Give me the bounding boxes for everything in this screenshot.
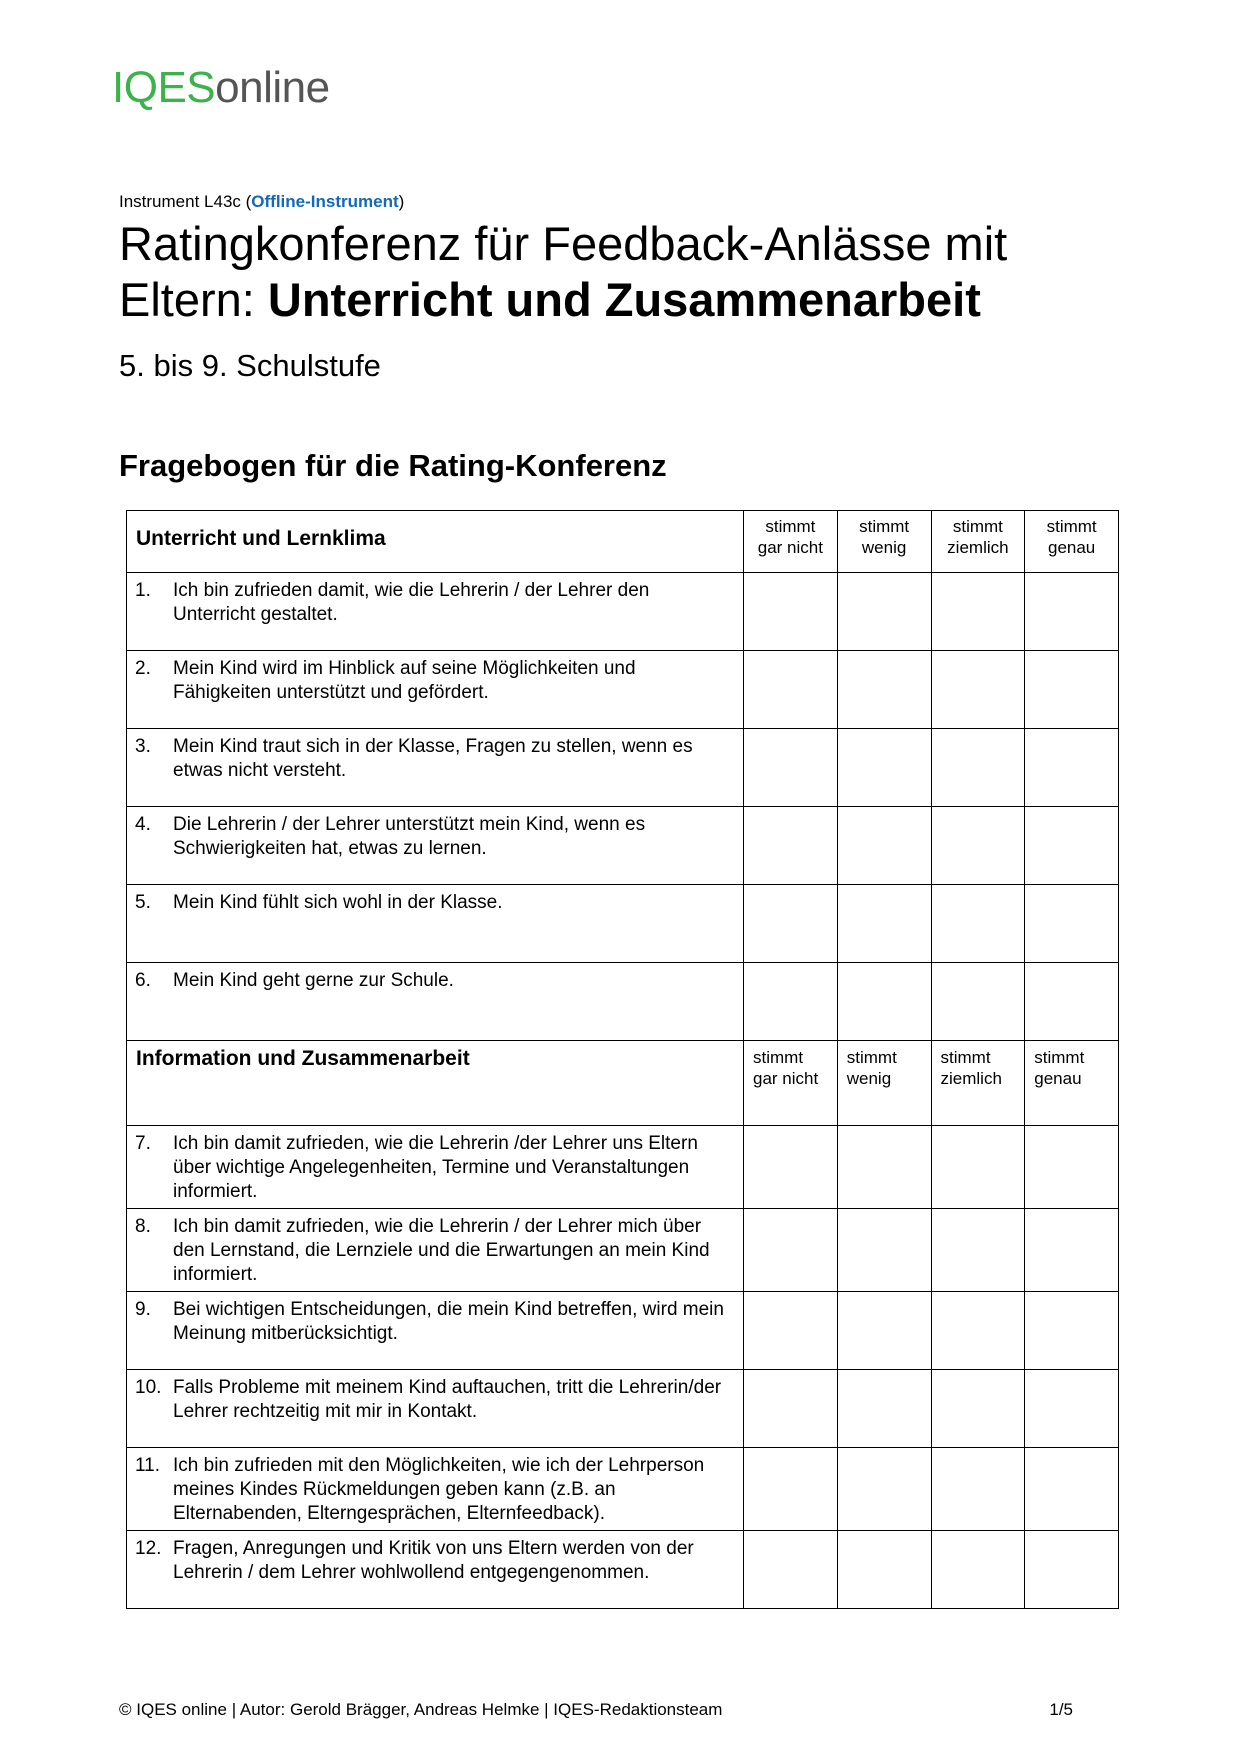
item-text: Mein Kind traut sich in der Klasse, Fragen zu stellen, wenn es etwas nicht versteht. — [173, 736, 693, 781]
rating-cell[interactable] — [931, 1209, 1025, 1292]
item-number: 2. — [135, 658, 151, 679]
item-number: 4. — [135, 814, 151, 835]
rating-cell[interactable] — [931, 651, 1025, 729]
page-footer — [119, 1700, 1073, 1720]
scale-header: stimmt wenig — [837, 1041, 931, 1126]
table-row — [127, 573, 1119, 651]
rating-cell[interactable] — [1025, 1126, 1119, 1209]
item-text: Die Lehrerin / der Lehrer unterstützt mein Kind, wenn es Schwierigkeiten hat, etwas zu lernen. — [173, 814, 646, 859]
item-text: Mein Kind fühlt sich wohl in der Klasse. — [173, 892, 503, 913]
table-row — [127, 729, 1119, 807]
rating-cell[interactable] — [1025, 1292, 1119, 1370]
table-row — [127, 651, 1119, 729]
item-text: Ich bin damit zufrieden, wie die Lehrerin /der Lehrer uns Eltern über wichtige Angelegenheiten, Termine und Veranstaltungen informiert. — [173, 1133, 698, 1202]
page-subtitle: 5. bis 9. Schulstufe — [119, 348, 381, 383]
section-header-row — [127, 1041, 1119, 1126]
rating-cell[interactable] — [1025, 807, 1119, 885]
item-text: Fragen, Anregungen und Kritik von uns Eltern werden von der Lehrerin / dem Lehrer wohlwollend entgegengenommen. — [173, 1538, 694, 1583]
rating-cell[interactable] — [1025, 729, 1119, 807]
rating-cell[interactable] — [1025, 963, 1119, 1041]
item-text: Ich bin zufrieden damit, wie die Lehrerin / der Lehrer den Unterricht gestaltet. — [173, 580, 650, 625]
questionnaire-table — [126, 510, 1119, 1609]
table-row — [127, 1292, 1119, 1370]
rating-cell[interactable] — [931, 1126, 1025, 1209]
rating-cell[interactable] — [931, 1531, 1025, 1609]
rating-cell[interactable] — [1025, 885, 1119, 963]
scale-header: stimmt ziemlich — [931, 511, 1025, 573]
rating-cell[interactable] — [1025, 573, 1119, 651]
item-number: 3. — [135, 736, 151, 757]
rating-cell[interactable] — [931, 573, 1025, 651]
rating-cell[interactable] — [744, 729, 838, 807]
rating-cell[interactable] — [837, 573, 931, 651]
rating-cell[interactable] — [744, 1370, 838, 1448]
rating-cell[interactable] — [744, 573, 838, 651]
table-row — [127, 885, 1119, 963]
rating-cell[interactable] — [931, 729, 1025, 807]
section-header-title: Unterricht und Lernklima — [136, 527, 386, 550]
rating-cell[interactable] — [744, 651, 838, 729]
instrument-prefix: Instrument L43c ( — [119, 192, 252, 211]
rating-cell[interactable] — [837, 1448, 931, 1531]
table-row — [127, 807, 1119, 885]
scale-header: stimmt genau — [1025, 1041, 1119, 1126]
scale-header: stimmt genau — [1025, 511, 1119, 573]
iqes-logo — [112, 63, 330, 112]
item-number: 6. — [135, 970, 151, 991]
page-number: 1/5 — [1049, 1700, 1073, 1719]
scale-header: stimmt gar nicht — [744, 511, 838, 573]
title-line2-bold: Unterricht und Zusammenarbeit — [267, 273, 981, 326]
item-number: 9. — [135, 1299, 151, 1320]
item-number: 11. — [135, 1455, 161, 1476]
rating-cell[interactable] — [837, 1370, 931, 1448]
item-number: 5. — [135, 892, 151, 913]
rating-cell[interactable] — [744, 1126, 838, 1209]
section-title: Fragebogen für die Rating-Konferenz — [119, 448, 667, 483]
scale-header: stimmt gar nicht — [744, 1041, 838, 1126]
rating-cell[interactable] — [744, 1209, 838, 1292]
table-row — [127, 1448, 1119, 1531]
item-number: 10. — [135, 1377, 162, 1398]
rating-cell[interactable] — [1025, 1209, 1119, 1292]
table-row — [127, 1126, 1119, 1209]
instrument-label — [119, 192, 404, 212]
scale-header: stimmt ziemlich — [931, 1041, 1025, 1126]
item-text: Ich bin damit zufrieden, wie die Lehrerin / der Lehrer mich über den Lernstand, die Lernziele und die Erwartungen an mein Kind informiert. — [173, 1216, 710, 1285]
title-line1: Ratingkonferenz für Feedback-Anlässe mit — [119, 217, 1008, 270]
rating-cell[interactable] — [931, 807, 1025, 885]
logo-part-a: IQES — [112, 63, 216, 112]
item-number: 12. — [135, 1538, 162, 1559]
rating-cell[interactable] — [931, 1292, 1025, 1370]
scale-header: stimmt wenig — [837, 511, 931, 573]
rating-cell[interactable] — [837, 1292, 931, 1370]
rating-cell[interactable] — [837, 963, 931, 1041]
logo-part-b: online — [215, 63, 330, 112]
rating-cell[interactable] — [744, 1448, 838, 1531]
title-line2-normal: Eltern: — [119, 273, 268, 326]
rating-cell[interactable] — [1025, 1531, 1119, 1609]
offline-instrument-link[interactable]: Offline-Instrument — [251, 192, 399, 211]
item-text: Mein Kind wird im Hinblick auf seine Möglichkeiten und Fähigkeiten unterstützt und gefördert. — [173, 658, 636, 703]
page-title — [119, 216, 1119, 328]
rating-cell[interactable] — [837, 651, 931, 729]
item-text: Bei wichtigen Entscheidungen, die mein Kind betreffen, wird mein Meinung mitberücksichtigt. — [173, 1299, 724, 1344]
table-row — [127, 1531, 1119, 1609]
table-row — [127, 1370, 1119, 1448]
item-number: 7. — [135, 1133, 151, 1154]
rating-cell[interactable] — [744, 807, 838, 885]
rating-cell[interactable] — [837, 1531, 931, 1609]
item-text: Ich bin zufrieden mit den Möglichkeiten, wie ich der Lehrperson meines Kindes Rückmeldungen geben kann (z.B. an Elternabenden, Elterngesprächen, Elternfeedback). — [173, 1455, 705, 1524]
item-text: Falls Probleme mit meinem Kind auftauchen, tritt die Lehrerin/der Lehrer rechtzeitig mit mir in Kontakt. — [173, 1377, 722, 1422]
rating-cell[interactable] — [837, 1209, 931, 1292]
rating-cell[interactable] — [931, 1448, 1025, 1531]
rating-cell[interactable] — [837, 1126, 931, 1209]
rating-cell[interactable] — [744, 963, 838, 1041]
rating-cell[interactable] — [744, 1292, 838, 1370]
table-row — [127, 1209, 1119, 1292]
rating-cell[interactable] — [837, 885, 931, 963]
section-header-title: Information und Zusammenarbeit — [136, 1047, 470, 1070]
rating-cell[interactable] — [1025, 1370, 1119, 1448]
footer-credits: © IQES online | Autor: Gerold Brägger, Andreas Helmke | IQES-Redaktionsteam — [119, 1700, 723, 1719]
rating-cell[interactable] — [837, 729, 931, 807]
table-row — [127, 963, 1119, 1041]
rating-cell[interactable] — [837, 807, 931, 885]
section-header-row — [127, 511, 1119, 573]
rating-cell[interactable] — [744, 885, 838, 963]
item-text: Mein Kind geht gerne zur Schule. — [173, 970, 454, 991]
item-number: 8. — [135, 1216, 151, 1237]
rating-cell[interactable] — [931, 885, 1025, 963]
rating-cell[interactable] — [931, 963, 1025, 1041]
rating-cell[interactable] — [1025, 1448, 1119, 1531]
rating-cell[interactable] — [931, 1370, 1025, 1448]
rating-cell[interactable] — [1025, 651, 1119, 729]
item-number: 1. — [135, 580, 151, 601]
rating-cell[interactable] — [744, 1531, 838, 1609]
instrument-suffix: ) — [398, 192, 405, 211]
